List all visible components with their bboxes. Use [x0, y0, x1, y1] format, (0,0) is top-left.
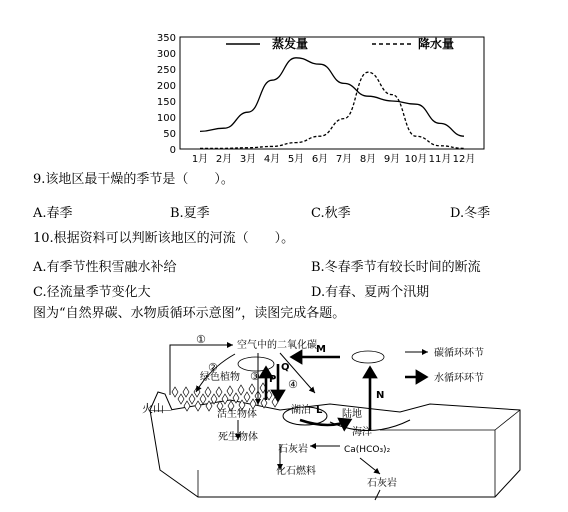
limestone1-label: 石灰岩 — [278, 444, 308, 455]
x-tick-label: 7月 — [335, 154, 353, 165]
cloud-right — [352, 351, 384, 363]
tree-icon — [183, 387, 189, 397]
legend-water-label: 水循环环节 — [434, 373, 484, 384]
marker-3: ③ — [250, 370, 260, 383]
air-co2-label: 空气中的二氧化碳 — [237, 340, 317, 351]
q10-option-d[interactable]: D.有春、夏两个汛期 — [311, 285, 430, 300]
y-tick-label: 150 — [156, 97, 176, 108]
marker-1: ① — [196, 333, 206, 346]
x-tick-label: 6月 — [311, 154, 329, 165]
marker-n: N — [376, 390, 385, 401]
y-tick-label: 350 — [156, 33, 176, 44]
x-tick-label: 10月 — [404, 154, 428, 165]
x-tick-label: 5月 — [287, 154, 305, 165]
x-tick-label: 12月 — [452, 154, 476, 165]
dead-label: 死生物体 — [218, 432, 258, 443]
x-tick-label: 9月 — [383, 154, 401, 165]
ocean-label: 海洋 — [352, 427, 372, 438]
q9-option-c[interactable]: C.秋季 — [311, 206, 351, 221]
tree-icon — [249, 384, 255, 394]
tree-icon — [178, 394, 184, 404]
marker-2: ② — [208, 361, 218, 374]
q9-option-a[interactable]: A.春季 — [33, 206, 73, 221]
q9-stem: 9.该地区最干燥的季节是（ ）。 — [33, 172, 234, 187]
tree-icon — [194, 387, 200, 397]
legend-carbon-label: 碳循环环节 — [434, 348, 484, 359]
x-tick-label: 1月 — [191, 154, 209, 165]
q10-option-c[interactable]: C.径流量季节变化大 — [33, 285, 151, 300]
volcano-label: 火山 — [142, 402, 164, 415]
x-tick-label: 2月 — [215, 154, 233, 165]
q10-option-a[interactable]: A.有季节性积雪融水补给 — [33, 260, 177, 275]
y-tick-label: 50 — [163, 129, 176, 140]
tree-icon — [216, 387, 222, 397]
x-tick-label: 3月 — [239, 154, 257, 165]
y-tick-label: 0 — [169, 145, 176, 156]
marker-q: Q — [281, 362, 290, 373]
x-tick-label: 8月 — [359, 154, 377, 165]
tree-icon — [238, 385, 244, 395]
limestone2-label: 石灰岩 — [367, 478, 397, 489]
y-tick-label: 250 — [156, 65, 176, 76]
tree-icon — [205, 387, 211, 397]
plants-label: 绿色植物 — [200, 372, 240, 383]
tree-icon — [227, 386, 233, 396]
bicarb-label: Ca(HCO₃)₂ — [344, 445, 391, 455]
lake-label: 湖泊 — [291, 405, 311, 416]
marker-l: L — [316, 405, 323, 416]
q9-option-b[interactable]: B.夏季 — [170, 206, 210, 221]
y-tick-label: 200 — [156, 81, 176, 92]
q9-option-d[interactable]: D.冬季 — [450, 206, 491, 221]
legend-evap-label: 蒸发量 — [272, 37, 309, 51]
x-tick-label: 11月 — [428, 154, 452, 165]
intro-text: 图为“自然界碳、水物质循环示意图”，读图完成各题。 — [33, 306, 346, 321]
land-label: 陆地 — [342, 409, 362, 420]
living-label: 活生物体 — [217, 409, 257, 420]
tree-icon — [200, 394, 206, 404]
arrow-1 — [170, 345, 233, 395]
tree-icon — [244, 392, 250, 402]
q10-option-b[interactable]: B.冬春季节有较长时间的断流 — [311, 260, 481, 275]
tree-icon — [172, 387, 178, 397]
marker-m: M — [316, 344, 326, 355]
marker-4: ④ — [288, 378, 298, 391]
y-tick-label: 300 — [156, 49, 176, 60]
fossil-label: 化石燃料 — [276, 466, 316, 477]
x-tick-label: 4月 — [263, 154, 281, 165]
y-tick-label: 100 — [156, 113, 176, 124]
cloud-left — [238, 357, 274, 371]
tree-icon — [189, 394, 195, 404]
ground-block — [150, 400, 520, 497]
marker-p: P — [269, 374, 277, 385]
q10-stem: 10.根据资料可以判断该地区的河流（ ）。 — [33, 231, 295, 246]
legend-precip-label: 降水量 — [418, 37, 455, 51]
